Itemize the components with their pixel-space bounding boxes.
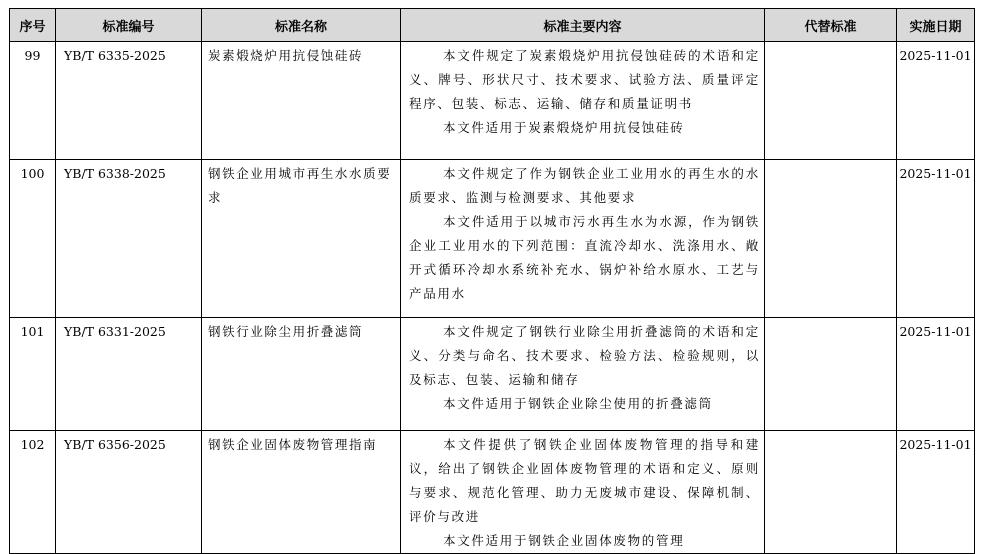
seq-cell: 100 [10, 160, 56, 318]
table-row [10, 318, 975, 431]
header-content: 标准主要内容 [401, 9, 765, 42]
header-code: 标准编号 [56, 9, 202, 42]
content-paragraph: 本文件适用于以城市污水再生水为水源，作为钢铁企业工业用水的下列范围：直流冷却水、洗涤用水、敞开式循环冷却水系统补充水、锅炉补给水原水、工艺与产品用水 [409, 214, 760, 301]
replace-cell [765, 431, 897, 554]
date-cell: 2025-11-01 [897, 431, 975, 554]
code-cell: YB/T 6331-2025 [56, 318, 202, 431]
replace-cell [765, 318, 897, 431]
code-cell: YB/T 6335-2025 [56, 42, 202, 160]
code-cell: YB/T 6338-2025 [56, 160, 202, 318]
date-cell: 2025-11-01 [897, 160, 975, 318]
replace-cell [765, 42, 897, 160]
content-paragraph: 本文件规定了炭素煅烧炉用抗侵蚀硅砖的术语和定义、牌号、形状尺寸、技术要求、试验方法、质量评定程序、包装、标志、运输、储存和质量证明书 [409, 48, 760, 111]
header-name: 标准名称 [202, 9, 401, 42]
replace-cell [765, 160, 897, 318]
content-cell [401, 160, 765, 318]
header-date: 实施日期 [897, 9, 975, 42]
header-seq: 序号 [10, 9, 56, 42]
seq-cell: 102 [10, 431, 56, 554]
content-paragraph: 本文件适用于炭素煅烧炉用抗侵蚀硅砖 [443, 120, 685, 135]
content-paragraph: 本文件规定了钢铁行业除尘用折叠滤筒的术语和定义、分类与命名、技术要求、检验方法、检验规则，以及标志、包装、运输和储存 [409, 324, 760, 387]
code-cell: YB/T 6356-2025 [56, 431, 202, 554]
seq-cell: 101 [10, 318, 56, 431]
content-cell [401, 431, 765, 554]
content-cell [401, 42, 765, 160]
content-cell [401, 318, 765, 431]
content-paragraph: 本文件规定了作为钢铁企业工业用水的再生水的水质要求、监测与检测要求、其他要求 [409, 166, 760, 205]
content-paragraph: 本文件提供了钢铁企业固体废物管理的指导和建议，给出了钢铁企业固体废物管理的术语和定义、原则与要求、规范化管理、助力无废城市建设、保障机制、评价与改进 [409, 437, 760, 524]
date-cell: 2025-11-01 [897, 42, 975, 160]
seq-cell: 99 [10, 42, 56, 160]
table-row [10, 431, 975, 554]
name-cell: 炭素煅烧炉用抗侵蚀硅砖 [202, 42, 401, 160]
table-row [10, 160, 975, 318]
header-replace: 代替标准 [765, 9, 897, 42]
name-cell: 钢铁企业用城市再生水水质要求 [202, 160, 401, 318]
content-paragraph: 本文件适用于钢铁企业固体废物的管理 [443, 533, 685, 548]
standards-table [9, 8, 975, 554]
table-row [10, 42, 975, 160]
table-header-row [10, 9, 975, 42]
content-paragraph: 本文件适用于钢铁企业除尘使用的折叠滤筒 [443, 396, 713, 411]
name-cell: 钢铁行业除尘用折叠滤筒 [202, 318, 401, 431]
name-cell: 钢铁企业固体废物管理指南 [202, 431, 401, 554]
date-cell: 2025-11-01 [897, 318, 975, 431]
